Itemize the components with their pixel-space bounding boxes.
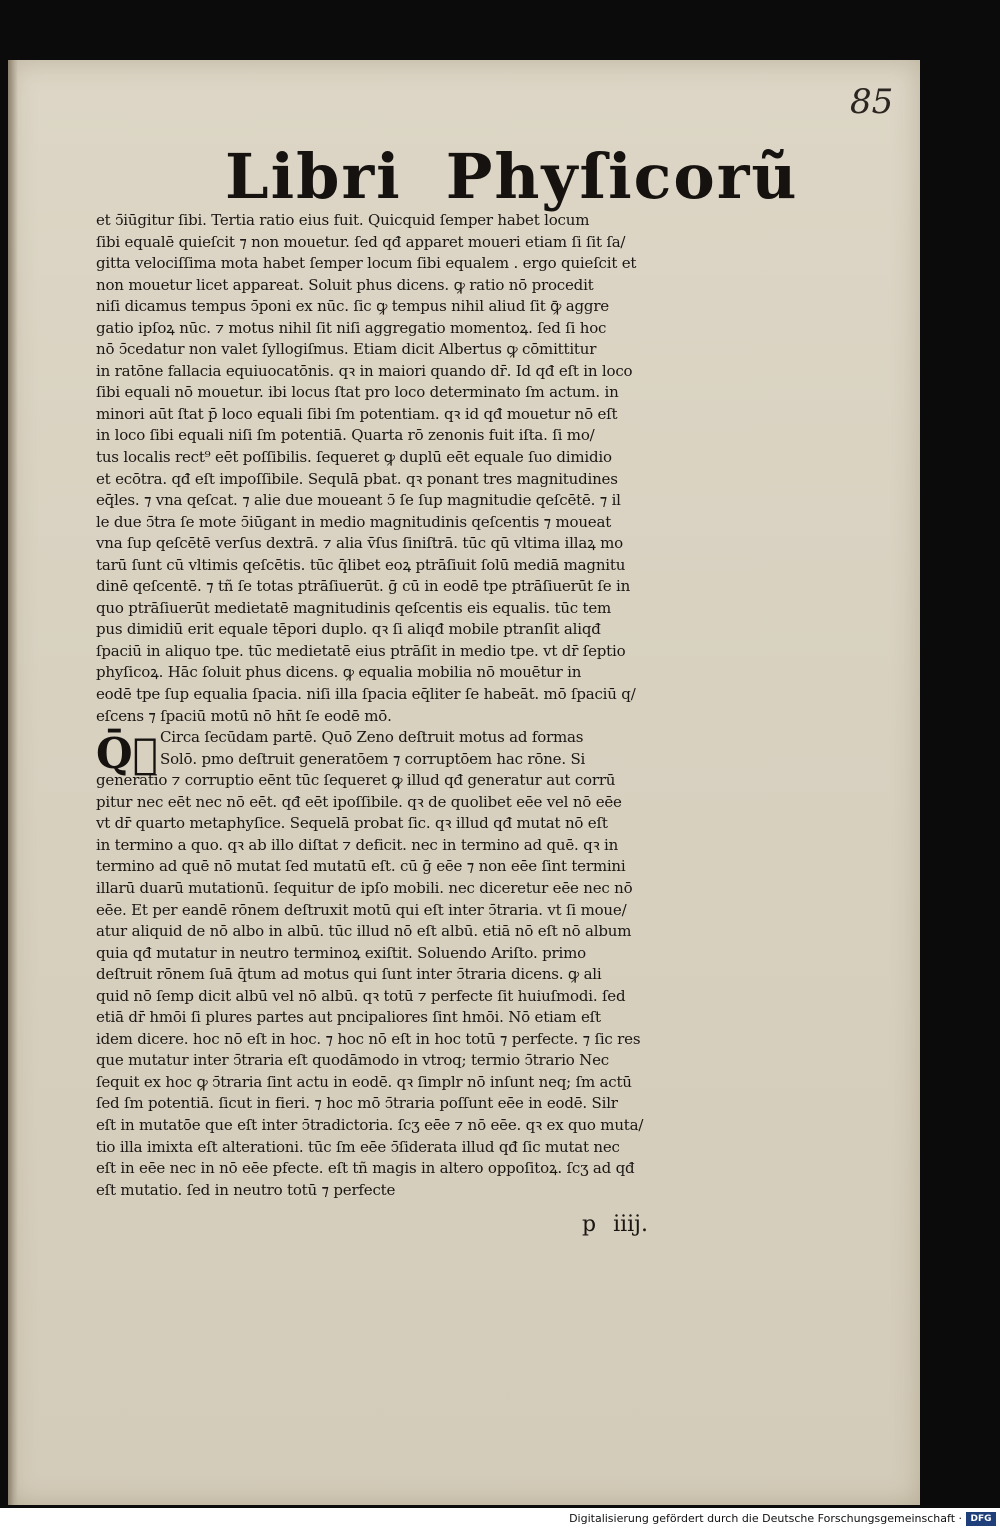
text-line: eq̄les. ⁊ vna qeſcat. ⁊ alie due moueant ↄ̄ ſe ſup magnitudie qeſcētē. ⁊ il bbox=[96, 491, 621, 510]
text-line: nō ↄ̄cedatur non valet ſyllogiſmus. Etiam dicit Albertus ꝙ cōmittitur bbox=[96, 340, 597, 359]
text-line: pus dimidiū erit equale tēpori duplo. qꝛ ſi aliqđ mobile ptranſit aliqđ bbox=[96, 620, 601, 639]
text-line: idem dicere. hoc nō eſt in hoc. ⁊ hoc nō eſt in hoc totū ⁊ perfecte. ⁊ ſic res bbox=[96, 1029, 641, 1048]
text-line: ſequit ex hoc ꝙ ↄ̄traria ſint actu in eodē. qꝛ ſimplr nō inſunt neq; ſm actū bbox=[96, 1072, 632, 1091]
text-line: in ratōne fallacia equiuocatōnis. qꝛ in maiori quando dr̄. Id qđ eſt in loco bbox=[96, 361, 633, 380]
text-line: in termino a quo. qꝛ ab illo diſtat ⁊ deficit. nec in termino ad quē. qꝛ in bbox=[96, 835, 619, 854]
text-line: ſpaciū in aliquo tpe. tūc medietatē eius ptrāſit in medio tpe. vt dr̄ ſeptio bbox=[96, 641, 626, 660]
text-line: generatio ⁊ corruptio eēnt tūc ſequeret ꝙ illud qđ generatur aut corrū bbox=[96, 771, 616, 790]
text-line: et ecōtra. qđ eſt impoſſibile. Sequlā pbat. qꝛ ponant tres magnitudines bbox=[96, 469, 618, 488]
text-line: tus localis rect⁹ eēt poſſibilis. ſequeret ꝙ duplū eēt equale ſuo dimidio bbox=[96, 448, 612, 467]
running-head-word-1: Libri bbox=[225, 140, 402, 213]
text-line: phyſicoꝝ. Hāc ſoluit phus dicens. ꝙ equalia mobilia nō mouētur in bbox=[96, 663, 582, 682]
text-line: minori aūt ſtat p̄ loco equali ſibi ſm potentiam. qꝛ id qđ mouetur nō eſt bbox=[96, 404, 618, 423]
text-line: vna ſup qeſcētē verſus dextrā. ⁊ alia v̄ſus ſiniſtrā. tūc qū vltima illaꝝ mo bbox=[96, 534, 623, 553]
page-gutter bbox=[8, 60, 18, 1505]
decorated-initial: Q̄ᷓ bbox=[96, 729, 158, 778]
text-line: eſt in eēe nec in nō eēe pfecte. eſt tñ magis in altero oppoſitoꝝ. ſcʒ ad qđ bbox=[96, 1159, 635, 1178]
text-line: quo ptrāſiuerūt medietatē magnitudinis qeſcentis eis equalis. tūc tem bbox=[96, 598, 612, 617]
text-line: eſt in mutatōe que eſt inter ↄ̄tradictoria. ſcʒ eēe ⁊ nō eēe. qꝛ ex quo muta/ bbox=[96, 1115, 644, 1134]
text-line: eſt mutatio. ſed in neutro totū ⁊ perfecte bbox=[96, 1180, 396, 1199]
text-line: ſibi equali nō mouetur. ibi locus ſtat pro loco determinato ſm actum. in bbox=[96, 383, 619, 402]
dfg-logo: DFG bbox=[966, 1512, 996, 1526]
folio-number: 85 bbox=[850, 82, 894, 122]
text-line: eſcens ⁊ ſpaciū motū nō hn̄t ſe eodē mō. bbox=[96, 706, 392, 725]
text-line: dinē qeſcentē. ⁊ tñ ſe totas ptrāſiuerūt. ḡ cū in eodē tpe ptrāſiuerūt ſe in bbox=[96, 577, 631, 596]
text-line: Circa ſecūdam partē. Quō Zeno deſtruit motus ad formas bbox=[160, 728, 584, 747]
text-line: deſtruit rōnem ſuā q̄tum ad motus qui ſunt inter ↄ̄traria dicens. ꝙ ali bbox=[96, 965, 602, 984]
text-line: illarū duarū mutationū. ſequitur de ipſo mobili. nec diceretur eēe nec nō bbox=[96, 878, 633, 897]
text-line: quia qđ mutatur in neutro terminoꝝ exiſtit. Soluendo Ariſto. primo bbox=[96, 943, 586, 962]
text-line: ſibi equalē quieſcit ⁊ non mouetur. ſed qđ apparet moueri etiam ſi ſit ſa/ bbox=[96, 232, 626, 251]
text-line: niſi dicamus tempus ↄ̄poni ex nūc. ſic ꝙ tempus nihil aliud ſit ꝙ̄ aggre bbox=[96, 297, 609, 316]
text-line: quid nō ſemp dicit albū vel nō albū. qꝛ totū ⁊ perfecte ſit huiuſmodi. ſed bbox=[96, 986, 626, 1005]
text-line: Solō. pmo deſtruit generatōem ⁊ corruptōem hac rōne. Si bbox=[160, 749, 586, 768]
text-line: termino ad quē nō mutat ſed mutatū eſt. cū ḡ eēe ⁊ non eēe ſint termini bbox=[96, 857, 626, 876]
text-line: etiā dr̄ hmōi ſi plures partes aut pncipaliores ſint hmōi. Nō etiam eſt bbox=[96, 1008, 601, 1027]
text-line: eodē tpe ſup equalia ſpacia. niſi illa ſpacia eq̄liter ſe habeāt. mō ſpaciū q/ bbox=[96, 685, 636, 704]
signature-mark: p iiij. bbox=[582, 1212, 648, 1237]
text-line: et ↄ̄iūgitur ſibi. Tertia ratio eius fuit. Quicquid ſemper habet locum bbox=[96, 211, 590, 229]
text-line: atur aliquid de nō albo in albū. tūc illud nō eſt albū. etiā nō eſt nō album bbox=[96, 922, 632, 941]
footer-bar bbox=[0, 1508, 1000, 1530]
text-column-initial bbox=[96, 727, 716, 770]
running-head bbox=[225, 140, 799, 213]
body-text bbox=[96, 210, 716, 1201]
text-line: non mouetur licet appareat. Soluit phus dicens. ꝙ ratio nō procedit bbox=[96, 275, 594, 294]
running-head-word-2: Phyſicorũ bbox=[445, 140, 799, 213]
text-line: pitur nec eēt nec nō eēt. qđ eēt ipoſſibile. qꝛ de quolibet eēe vel nō eēe bbox=[96, 792, 622, 811]
text-line: in loco ſibi equali niſi ſm potentiā. Quarta rō zenonis fuit iſta. ſi mo/ bbox=[96, 426, 595, 445]
text-column-top bbox=[96, 210, 716, 727]
text-line: ſed ſm potentiā. ſicut in fieri. ⁊ hoc mō ↄ̄traria poſſunt eēe in eodē. Silr bbox=[96, 1094, 618, 1113]
footer-credit: Digitalisierung gefördert durch die Deutsche Forschungsgemeinschaft · bbox=[569, 1512, 962, 1525]
text-line: vt dr̄ quarto metaphyſice. Sequelā probat ſic. qꝛ illud qđ mutat nō eſt bbox=[96, 814, 608, 833]
text-line: le due ↄ̄tra ſe mote ↄ̄iūgant in medio magnitudinis qeſcentis ⁊ moueat bbox=[96, 512, 612, 531]
text-line: eēe. Et per eandē rōnem deſtruxit motū qui eſt inter ↄ̄traria. vt ſi moue/ bbox=[96, 900, 627, 919]
text-line: gitta velociſſima mota habet ſemper locum ſibi equalem . ergo quieſcit et bbox=[96, 254, 637, 273]
text-line: tarū ſunt cū vltimis qeſcētis. tūc q̄libet eoꝝ ptrāſiuit ſolū mediā magnitu bbox=[96, 555, 626, 574]
text-column-bottom bbox=[96, 770, 716, 1201]
text-line: que mutatur inter ↄ̄traria eſt quodāmodo in vtroq; termio ↄ̄trario Nec bbox=[96, 1051, 609, 1070]
text-line: gatio ipſoꝝ nūc. ⁊ motus nihil ſit niſi aggregatio momentoꝝ. ſed ſi hoc bbox=[96, 318, 607, 337]
text-line: tio illa imixta eſt alterationi. tūc ſm eēe ↄ̄ſiderata illud qđ ſic mutat nec bbox=[96, 1137, 620, 1156]
